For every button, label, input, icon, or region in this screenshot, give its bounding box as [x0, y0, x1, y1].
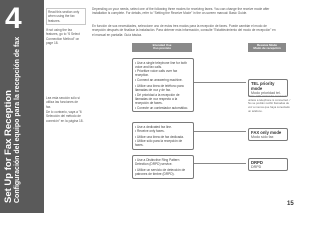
- use-case-box-fax: [132, 122, 194, 150]
- use-case-line: • Utilice sólo para la recepción de faxes.: [135, 138, 183, 148]
- note-spanish-detail: De lo contrario, vaya a "6 Selección del método de conexión" en la página 18.: [46, 110, 84, 123]
- use-case-line: • Use a Distinctive Ring Pattern Detection (DRPD) service.: [135, 157, 180, 166]
- step-number: 4: [5, 2, 22, 35]
- mode-name-en: FAX only mode: [251, 130, 282, 135]
- note-english-text: Read this section only when using the fax features.: [48, 10, 80, 23]
- use-case-line: • Conecte un contestador automático.: [135, 105, 189, 110]
- intro-spanish: En función de sus necesidades, seleccione uno de estos tres modos para la recepción de faxes. Puede cambiar el modo de recepción después de finalizar la instalación. Para obtener más información, consulte "Establecimiento del modo de recepción" en el manual en pantalla: Guía básica.: [92, 24, 276, 37]
- mode-name-es: Modo sólo fax: [251, 135, 274, 140]
- use-case-line: • Utilice una línea de fax dedicada.: [135, 134, 184, 139]
- section-sidebar: [0, 0, 44, 213]
- use-case-line: • Prioritize voice calls over fax reception.: [135, 69, 178, 78]
- use-case-line: • Connect an answering machine.: [135, 77, 183, 82]
- use-case-line: • Use a single telephone line for both voice and fax calls.: [135, 60, 187, 69]
- header-receive-mode: [248, 43, 286, 52]
- note-english-detail: If not using the fax features, go to "6 Select Connection Method" on page 18.: [46, 28, 80, 45]
- mode-note: Voice calls cannot be received unless a telephone is connected. / No se podrán recibir llamadas de voz a menos que haya conectado un teléfono.: [248, 94, 291, 113]
- mode-box-drpd: [248, 158, 288, 171]
- section-title: [3, 3, 23, 203]
- section-title-english: Set Up for Fax Reception: [3, 90, 14, 203]
- connector-arrow: [194, 82, 246, 83]
- use-case-box-tel: [132, 58, 194, 112]
- use-case-line: • Dé prioridad a la recepción de llamadas de voz respecto a la recepción de faxes.: [135, 92, 180, 106]
- header-intended-use-es: Uso previsto: [152, 46, 172, 51]
- use-case-box-drpd: [132, 155, 194, 179]
- intro-english: Depending on your needs, select one of the following three modes for receiving faxes. You can change the receive mode after installation is complete. For details, refer to "Setting the Receive Mode" in the on-screen manual: Basic Guide.: [92, 7, 270, 16]
- header-intended-use-en: Intended Use: [152, 42, 172, 47]
- connector-arrow: [194, 163, 246, 164]
- mode-name-es: DRPD: [251, 165, 262, 170]
- mode-name-es: Modo prioridad tel.: [251, 91, 281, 96]
- connector-arrow: [194, 131, 246, 132]
- note-english: [46, 8, 86, 25]
- note-spanish: Lea esta sección sólo si utiliza las funciones de fax.: [46, 96, 80, 109]
- use-case-line: • Utilice un servicio de detección de patrones de timbre (DRPD).: [135, 167, 186, 176]
- header-receive-mode-es: Modo de recepción: [253, 46, 281, 51]
- mode-name-en: DRPD: [251, 160, 263, 165]
- use-case-line: • Utilice una línea de teléfono para llamadas de voz y de fax.: [135, 84, 184, 93]
- mode-box-fax-only: [248, 128, 288, 141]
- use-case-line: • Receive only faxes.: [135, 128, 165, 133]
- header-intended-use: [132, 43, 192, 52]
- use-case-line: • Use a dedicated fax line.: [135, 124, 172, 129]
- mode-name-en: TEL priority mode: [251, 81, 275, 92]
- section-title-spanish: Configuración del equipo para la recepción de fax: [14, 36, 22, 203]
- page-number: 15: [287, 201, 294, 207]
- header-receive-mode-en: Receive Mode: [256, 42, 277, 47]
